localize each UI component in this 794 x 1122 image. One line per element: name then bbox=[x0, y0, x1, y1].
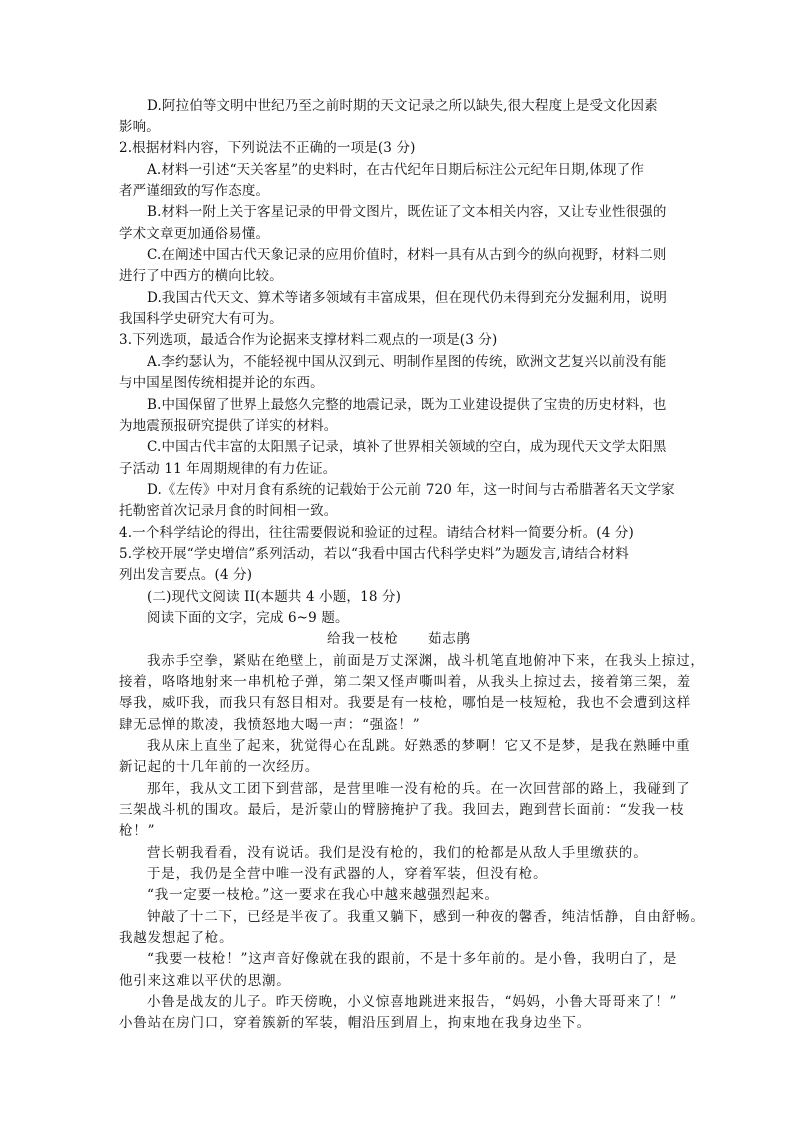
story-p9-line2: 小鲁站在房门口，穿着簇新的军装，帽沿压到眉上，拘束地在我身边坐下。 bbox=[119, 1015, 591, 1031]
story-p5-line1: 于是，我仍是全营中唯一没有武器的人，穿着军装，但没有枪。 bbox=[147, 866, 548, 882]
q2-option-c-line2: 进行了中西方的横向比较。 bbox=[119, 268, 283, 284]
story-p3-line3: 枪！” bbox=[119, 823, 156, 839]
q2-option-b-line2: 学术文章更加通俗易懂。 bbox=[119, 226, 270, 242]
q1-option-d-line2: 影响。 bbox=[119, 119, 160, 135]
story-p7-line2: 我越发想起了枪。 bbox=[119, 930, 234, 946]
q3-option-c-line2: 子活动 11 年周期规律的有力佐证。 bbox=[119, 461, 337, 477]
story-p1-line4: 肆无忌惮的欺凌，我愤怒地大喝一声：“强盗！” bbox=[119, 717, 421, 733]
story-p7-line1: 钟敲了十二下，已经是半夜了。我重又躺下，感到一种夜的馨香，纯洁恬静，自由舒畅。 bbox=[147, 909, 705, 925]
q5-stem-line2: 列出发言要点。(4 分) bbox=[119, 567, 253, 583]
story-p1-line2: 接着，咯咯地射来一串机枪子弹，第二架又怪声嘶叫着，从我头上掠过去，接着第三架，羞 bbox=[119, 674, 691, 690]
story-p6-line1: “我一定要一枝枪。”这一要求在我心中越来越强烈起来。 bbox=[147, 887, 499, 903]
q2-option-b-line1: B.材料一附上关于客星记录的甲骨文图片，既佐证了文本相关内容，又让专业性很强的 bbox=[147, 204, 667, 220]
q2-option-c-line1: C.在阐述中国古代天象记录的应用价值时，材料一具有从古到今的纵向视野，材料二则 bbox=[147, 247, 667, 263]
section2-instruction: 阅读下面的文字，完成 6~9 题。 bbox=[147, 610, 349, 626]
q3-option-d-line2: 托勒密首次记录月食的时间相一致。 bbox=[119, 503, 338, 519]
section2-heading: (二)现代文阅读 II(本题共 4 小题，18 分) bbox=[147, 589, 402, 605]
story-p8-line1: “我要一枝枪！”这声音好像就在我的跟前，不是十多年前的。是小鲁，我明白了，是 bbox=[147, 951, 678, 967]
q3-option-c-line1: C.中国古代丰富的太阳黑子记录，填补了世界相关领域的空白，成为现代天文学太阳黑 bbox=[147, 439, 667, 455]
q1-option-d-line1: D.阿拉伯等文明中世纪乃至之前时期的天文记录之所以缺失,很大程度上是受文化因素 bbox=[147, 98, 658, 114]
story-author: 茹志鹃 bbox=[428, 631, 471, 647]
story-p3-line1: 那年，我从文工团下到营部，是营里唯一没有枪的兵。在一次回营部的路上，我碰到了 bbox=[147, 781, 691, 797]
story-p4-line1: 营长朝我看看，没有说话。我们是没有枪的，我们的枪都是从敌人手里缴获的。 bbox=[147, 845, 648, 861]
story-p1-line3: 辱我，威吓我，而我只有怒目相对。我要是有一枝枪，哪怕是一枝短枪，我也不会遭到这样 bbox=[119, 695, 691, 711]
story-p8-line2: 他引来这难以平伏的思潮。 bbox=[119, 973, 291, 989]
story-title: 给我一枝枪 bbox=[327, 631, 399, 647]
q3-stem: 3.下列选项，最适合作为论据来支撑材料二观点的一项是(3 分) bbox=[119, 332, 498, 348]
q3-option-a-line2: 与中国星图传统相提并论的东西。 bbox=[119, 375, 324, 391]
q3-option-b-line2: 为地震预报研究提供了详实的材料。 bbox=[119, 418, 338, 434]
q3-option-a-line1: A.李约瑟认为，不能轻视中国从汉到元、明制作星图的传统，欧洲文艺复兴以前没有能 bbox=[147, 354, 667, 370]
q3-option-d-line1: D.《左传》中对月食有系统的记载始于公元前 720 年，这一时间与古希腊著名天文学家 bbox=[147, 482, 675, 498]
q2-option-d-line2: 我国科学史研究大有可为。 bbox=[119, 311, 283, 327]
q2-option-a-line2: 者严谨细致的写作态度。 bbox=[119, 183, 270, 199]
q5-stem-line1: 5.学校开展“学史增信”系列活动，若以“我看中国古代科学史料”为题发言,请结合材料 bbox=[119, 546, 629, 562]
story-p2-line2: 新记起的十几年前的一次经历。 bbox=[119, 759, 320, 775]
story-p2-line1: 我从床上直坐了起来，犹觉得心在乱跳。好熟悉的梦啊！它又不是梦，是我在熟睡中重 bbox=[147, 738, 691, 754]
q2-option-a-line1: A.材料一引述“天关客星”的史料时，在古代纪年日期后标注公元纪年日期,体现了作 bbox=[147, 162, 644, 178]
story-p3-line2: 三架战斗机的围攻。最后，是沂蒙山的臂膀掩护了我。我回去，跑到营长面前：“发我一枝 bbox=[119, 802, 685, 818]
q2-stem: 2.根据材料内容，下列说法不正确的一项是(3 分) bbox=[119, 140, 416, 156]
story-p9-line1: 小鲁是战友的儿子。昨天傍晚，小义惊喜地跳进来报告，“妈妈，小鲁大哥哥来了！” bbox=[147, 994, 678, 1010]
story-p1-line1: 我赤手空拳，紧贴在绝壁上，前面是万丈深渊，战斗机笔直地俯冲下来，在我头上掠过， bbox=[147, 653, 705, 669]
q4-stem: 4.一个科学结论的得出，往往需要假说和验证的过程。请结合材料一简要分析。(4 分) bbox=[119, 525, 634, 541]
q3-option-b-line1: B.中国保留了世界上最悠久完整的地震记录，既为工业建设提供了宝贵的历史材料，也 bbox=[147, 397, 667, 413]
q2-option-d-line1: D.我国古代天文、算术等诸多领域有丰富成果，但在现代仍未得到充分发掘利用，说明 bbox=[147, 290, 667, 306]
